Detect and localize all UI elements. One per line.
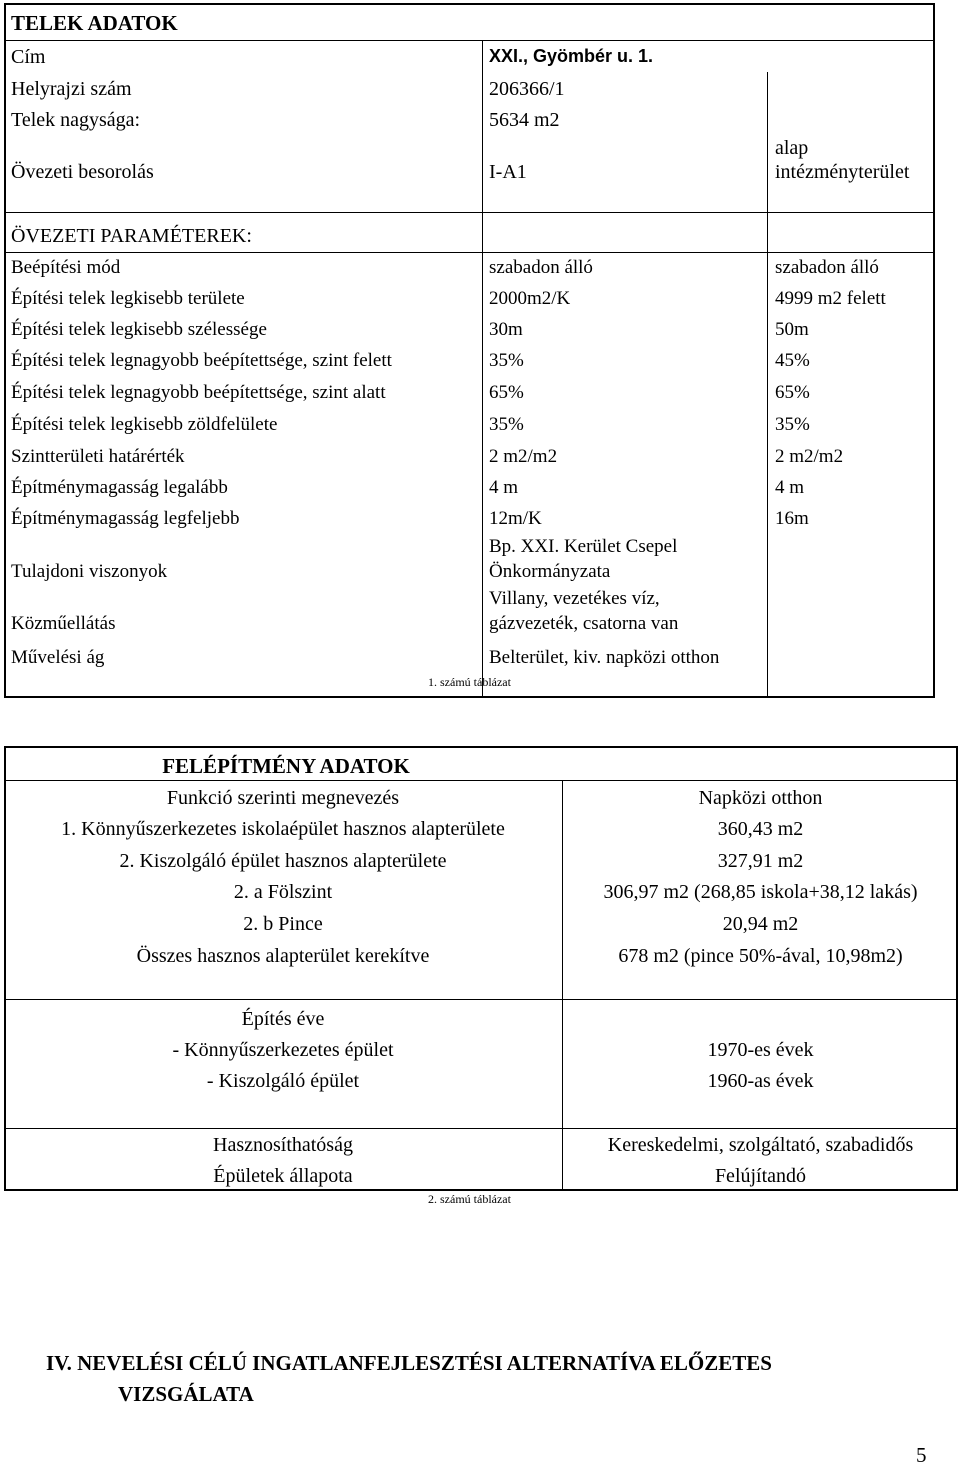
row-max-height-label: Építménymagasság legfeljebb	[11, 508, 240, 529]
row-function-value: Napközi otthon	[698, 787, 823, 809]
row-total-area-value: 678 m2 (pince 50%-ával, 10,98m2)	[618, 945, 903, 967]
row-min-area-v1: 2000m2/K	[489, 288, 571, 309]
row-min-green-v2: 35%	[775, 414, 810, 435]
row-service-building-year-label: - Kiszolgáló épület	[206, 1070, 360, 1092]
row-condition-label: Épületek állapota	[213, 1165, 353, 1187]
row-building-mode-v1: szabadon álló	[489, 257, 593, 278]
row-light-structure-year-label: - Könnyűszerkezetes épület	[172, 1039, 394, 1061]
row-service-building-year-value: 1960-as évek	[707, 1070, 814, 1092]
row-utilities-label: Közműellátás	[11, 613, 116, 634]
row-light-structure-area-label: 1. Könnyűszerkezetes iskolaépület hasznos alapterülete	[61, 818, 505, 840]
row-total-area-label: Összes hasznos alapterület kerekítve	[136, 945, 430, 967]
row-construction-year-label: Építés éve	[241, 1008, 325, 1030]
section-heading-line2: VIZSGÁLATA	[118, 1382, 254, 1406]
row-max-coverage-above-label: Építési telek legnagyobb beépítettsége, szint felett	[11, 350, 392, 371]
row-light-structure-area-value: 360,43 m2	[717, 818, 804, 840]
table1-title: TELEK ADATOK	[11, 11, 178, 35]
table2-caption: 2. számú táblázat	[428, 1192, 511, 1206]
row-max-height-v1: 12m/K	[489, 508, 542, 529]
row-address-label: Cím	[11, 46, 46, 68]
row-basement-label: 2. b Pince	[243, 913, 323, 935]
row-ownership-label: Tulajdoni viszonyok	[11, 561, 168, 582]
row-address-value: XXI., Gyömbér u. 1.	[489, 46, 654, 66]
row-cultivation-value: Belterület, kiv. napközi otthon	[489, 647, 720, 668]
row-lot-number-value: 206366/1	[489, 78, 565, 100]
row-building-mode-label: Beépítési mód	[11, 257, 121, 278]
row-zoning-type-line2: intézményterület	[775, 161, 910, 183]
row-ground-floor-value: 306,97 m2 (268,85 iskola+38,12 lakás)	[603, 881, 918, 903]
zoning-parameters-heading: ÖVEZETI PARAMÉTEREK:	[11, 225, 252, 247]
row-min-width-v1: 30m	[489, 319, 523, 340]
row-utilities-value-line2: gázvezeték, csatorna van	[489, 613, 679, 634]
row-condition-value: Felújítandó	[714, 1165, 807, 1187]
row-zoning-value: I-A1	[489, 161, 527, 183]
row-basement-value: 20,94 m2	[722, 913, 799, 935]
row-service-building-area-label: 2. Kiszolgáló épület hasznos alapterülete	[119, 850, 447, 872]
row-min-width-v2: 50m	[775, 319, 809, 340]
row-min-width-label: Építési telek legkisebb szélessége	[11, 319, 267, 340]
row-service-building-area-value: 327,91 m2	[717, 850, 804, 872]
row-building-mode-v2: szabadon álló	[775, 257, 879, 278]
row-light-structure-year-value: 1970-es évek	[707, 1039, 814, 1061]
row-max-coverage-below-v2: 65%	[775, 382, 810, 403]
row-min-height-v1: 4 m	[489, 477, 519, 498]
row-max-coverage-above-v1: 35%	[489, 350, 524, 371]
row-min-height-v2: 4 m	[775, 477, 805, 498]
row-utilities-value-line1: Villany, vezetékes víz,	[489, 588, 660, 609]
row-min-area-label: Építési telek legkisebb területe	[11, 288, 245, 309]
row-lot-number-label: Helyrajzi szám	[11, 78, 132, 100]
row-zoning-type-line1: alap	[775, 137, 809, 159]
row-max-height-v2: 16m	[775, 508, 809, 529]
row-floor-area-limit-v1: 2 m2/m2	[489, 446, 558, 467]
row-max-coverage-below-label: Építési telek legnagyobb beépítettsége, szint alatt	[11, 382, 386, 403]
row-lot-size-label: Telek nagysága:	[11, 109, 141, 131]
row-min-height-label: Építménymagasság legalább	[11, 477, 228, 498]
row-ground-floor-label: 2. a Fölszint	[233, 881, 333, 903]
row-function-label: Funkció szerinti megnevezés	[166, 787, 400, 809]
row-floor-area-limit-label: Szintterületi határérték	[11, 446, 185, 467]
row-ownership-value-line2: Önkormányzata	[489, 561, 611, 582]
row-max-coverage-above-v2: 45%	[775, 350, 810, 371]
row-cultivation-label: Művelési ág	[11, 647, 105, 668]
section-heading-line1: IV. NEVELÉSI CÉLÚ INGATLANFEJLESZTÉSI ALTERNATÍVA ELŐZETES	[46, 1351, 772, 1375]
row-floor-area-limit-v2: 2 m2/m2	[775, 446, 844, 467]
row-usability-value: Kereskedelmi, szolgáltató, szabadidős	[607, 1134, 914, 1156]
row-zoning-label: Övezeti besorolás	[11, 161, 154, 183]
row-max-coverage-below-v1: 65%	[489, 382, 524, 403]
row-usability-label: Hasznosíthatóság	[213, 1134, 353, 1156]
row-min-green-label: Építési telek legkisebb zöldfelülete	[11, 414, 278, 435]
row-lot-size-value: 5634 m2	[489, 109, 560, 131]
row-min-area-v2: 4999 m2 felett	[775, 288, 886, 309]
table2-title: FELÉPÍTMÉNY ADATOK	[162, 754, 410, 778]
row-ownership-value-line1: Bp. XXI. Kerület Csepel	[489, 536, 678, 557]
page-number: 5	[916, 1443, 927, 1467]
table1-caption: 1. számú táblázat	[428, 675, 511, 689]
row-min-green-v1: 35%	[489, 414, 524, 435]
